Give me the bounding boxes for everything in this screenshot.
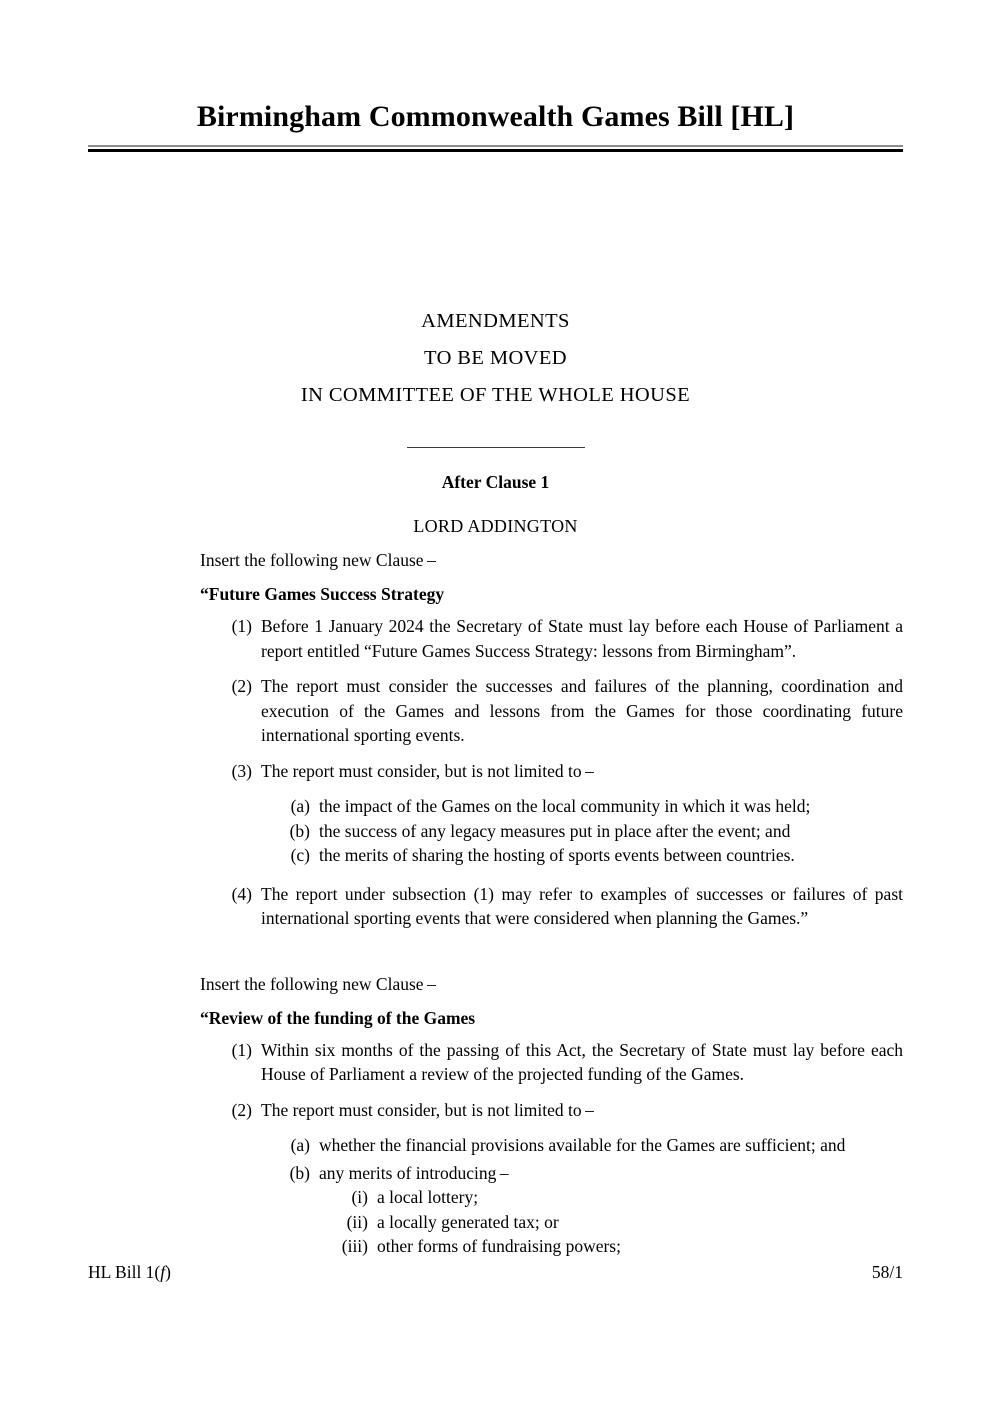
paragraph-marker: (c) [290,845,310,865]
heading-group [88,303,903,456]
paragraph-marker: (a) [290,796,310,816]
divider-rule [407,447,585,449]
subparagraph-text: a local lottery; [377,1187,479,1207]
new-clause-title: “Review of the funding of the Games [200,1007,476,1028]
clause-reference: After Clause 1 [441,472,550,492]
subparagraph-marker: (iii) [341,1236,368,1256]
subsection-text: The report must consider, but is not limited to – [261,1099,594,1120]
new-clause-title: “Future Games Success Strategy [200,584,445,604]
subsection-row [88,759,903,784]
bill-number-prefix: HL Bill 1( [88,1262,161,1282]
paragraph-row [88,1161,903,1186]
subparagraph-marker: (i) [351,1187,368,1207]
title-block [88,100,903,152]
subparagraph-row [88,1185,903,1210]
paragraph-text: the impact of the Games on the local community in which it was held; [319,796,811,816]
page-footer [88,1262,903,1283]
amendments-body [88,470,903,1259]
subsection-marker: (3) [231,760,252,781]
paragraph-row [88,1133,903,1158]
subsection-row [88,882,903,931]
paragraph-marker: (a) [290,1135,310,1155]
subsection-row [88,614,903,663]
paragraph-text: the merits of sharing the hosting of sports events between countries. [319,845,795,865]
spacer [88,871,903,882]
paragraph-text: the success of any legacy measures put in place after the event; and [319,820,791,841]
bill-number-italic: f [160,1262,166,1282]
amendment-block [88,972,903,1259]
subsection-text: Within six months of the passing of this Act, the Secretary of State must lay before each House of Parliament a review of the projected funding of the Games. [261,1039,903,1084]
subsection-marker: (1) [231,1039,252,1060]
paragraph-text: whether the financial provisions available for the Games are sufficient; and [319,1135,846,1155]
subparagraph-row [88,1210,903,1235]
amendment-block [88,548,903,931]
paragraph-row [88,843,903,868]
subsection-row [88,1038,903,1087]
insert-instruction: Insert the following new Clause – [200,550,436,570]
page-number: 58/1 [871,1262,903,1282]
subsection-text: The report must consider the successes and failures of the planning, coordination and execution of the Games and lessons from the Games for those coordinating future international sporting events. [261,676,903,745]
page-title: Birmingham Commonwealth Games Bill [HL] [196,100,795,133]
subsection-row [88,674,903,748]
heading-in-committee: IN COMMITTEE OF THE WHOLE HOUSE [300,384,691,406]
title-rule-thick [88,149,903,152]
bill-number-suffix: ) [165,1262,171,1282]
paragraph-text: any merits of introducing – [319,1162,509,1183]
paragraph-row [88,794,903,819]
sponsor-name: LORD ADDINGTON [413,516,578,536]
amendment-spacer [88,942,903,972]
subsection-marker: (1) [231,616,252,636]
paragraph-row [88,819,903,844]
bill-number [88,1262,171,1283]
heading-to-be-moved: TO BE MOVED [424,347,567,369]
subsection-marker: (4) [231,883,252,904]
subsection-text: The report under subsection (1) may refer to examples of successes or failures of past international sporting events that were considered when planning the Games.” [261,883,903,928]
paragraph-marker: (b) [289,820,310,841]
subsection-text: The report must consider, but is not limited to – [261,760,594,781]
subsection-text: Before 1 January 2024 the Secretary of State must lay before each House of Parliament a report entitled “Future Games Success Strategy: lessons from Birmingham”. [261,616,903,661]
insert-instruction: Insert the following new Clause – [200,973,436,994]
paragraph-marker: (b) [289,1162,310,1183]
subsection-row [88,1098,903,1123]
subsection-marker: (2) [231,676,252,696]
subparagraph-text: other forms of fundraising powers; [377,1236,621,1256]
heading-amendments: AMENDMENTS [421,310,570,332]
subparagraph-marker: (ii) [346,1211,368,1232]
subsection-marker: (2) [231,1099,252,1120]
subparagraph-text: a locally generated tax; or [377,1211,559,1232]
subparagraph-row [88,1234,903,1259]
heading-divider [88,438,903,456]
